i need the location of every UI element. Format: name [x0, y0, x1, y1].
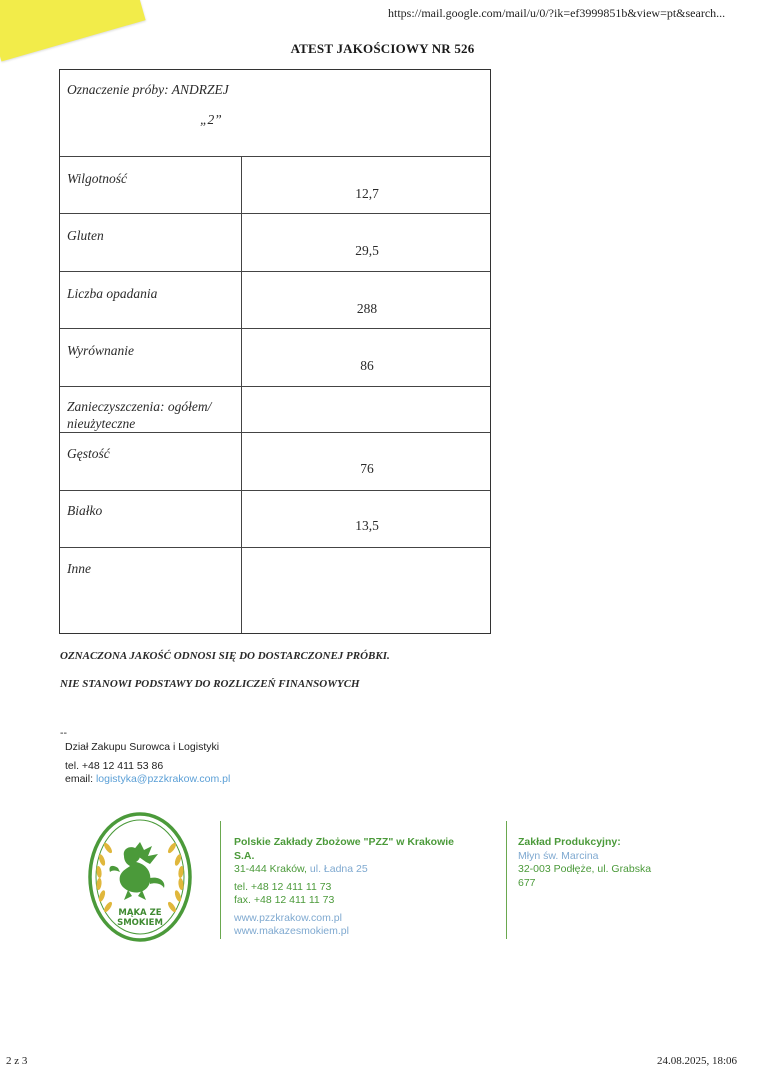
print-datetime: 24.08.2025, 18:06 [657, 1055, 738, 1067]
company-name-suffix: S.A. [234, 849, 255, 862]
plant-address-number: 677 [518, 876, 536, 889]
separator [220, 821, 221, 939]
signature-email-link[interactable]: logistyka@pzzkrakow.com.pl [95, 773, 231, 785]
row-label-moisture: Wilgotność [67, 171, 127, 186]
quality-table [59, 69, 491, 634]
logo-text-line1: MĄKA ZE [118, 908, 162, 918]
plant-info [518, 836, 718, 890]
row-value-moisture: 12,7 [355, 186, 379, 201]
row-value-protein: 13,5 [355, 518, 379, 533]
sample-number: „2” [200, 112, 222, 127]
company-city: 31-444 Kraków, [234, 863, 310, 875]
row-label-gluten: Gluten [67, 228, 104, 243]
row-value-uniformity: 86 [360, 358, 374, 373]
logo-text-line2: SMOKIEM [117, 918, 163, 928]
row-value-gluten: 29,5 [355, 243, 379, 258]
company-website[interactable]: www.pzzkrakow.com.pl [234, 911, 342, 924]
page-number: 2 z 3 [6, 1055, 28, 1067]
row-label-impurities: Zanieczyszczenia: ogółem/ [67, 399, 212, 414]
signature-department: Dział Zakupu Surowca i Logistyki [65, 741, 220, 753]
sample-label: Oznaczenie próby: ANDRZEJ [67, 82, 229, 97]
row-label-other: Inne [67, 561, 91, 576]
signature-separator: -- [60, 727, 67, 739]
company-street: ul. Ładna 25 [309, 863, 368, 875]
row-label-impurities-2: nieużyteczne [67, 416, 136, 431]
notice-sample: OZNACZONA JAKOŚĆ ODNOSI SIĘ DO DOSTARCZONEJ PRÓBKI. [60, 650, 390, 662]
document-title: ATEST JAKOŚCIOWY NR 526 [290, 41, 475, 56]
company-info [234, 836, 504, 939]
row-label-density: Gęstość [67, 446, 110, 461]
notice-financial: NIE STANOWI PODSTAWY DO ROZLICZEŃ FINANSOWYCH [60, 678, 360, 690]
brand-website[interactable]: www.makazesmokiem.pl [234, 925, 349, 937]
signature-email-label: email: [65, 773, 96, 785]
plant-address: 32-003 Podłęże, ul. Grabska [518, 863, 652, 875]
row-label-falling-number: Liczba opadania [67, 286, 158, 301]
company-name: Polskie Zakłady Zbożowe "PZZ" w Krakowie [234, 836, 455, 848]
plant-mill: Młyn św. Marcina [518, 849, 599, 862]
row-value-falling-number: 288 [356, 301, 378, 316]
signature-email-line [65, 773, 230, 785]
print-header-url: https://mail.google.com/mail/u/0/?ik=ef3999851b&view=pt&search... [388, 6, 726, 20]
row-label-protein: Białko [67, 503, 103, 518]
row-value-density: 76 [360, 461, 374, 476]
company-logo [88, 812, 192, 942]
company-phone: tel. +48 12 411 11 73 [234, 880, 332, 893]
company-fax: fax. +48 12 411 11 73 [234, 894, 335, 906]
signature-phone: tel. +48 12 411 53 86 [65, 760, 164, 772]
plant-heading: Zakład Produkcyjny: [518, 836, 621, 848]
row-label-uniformity: Wyrównanie [67, 343, 134, 358]
separator [506, 821, 507, 939]
